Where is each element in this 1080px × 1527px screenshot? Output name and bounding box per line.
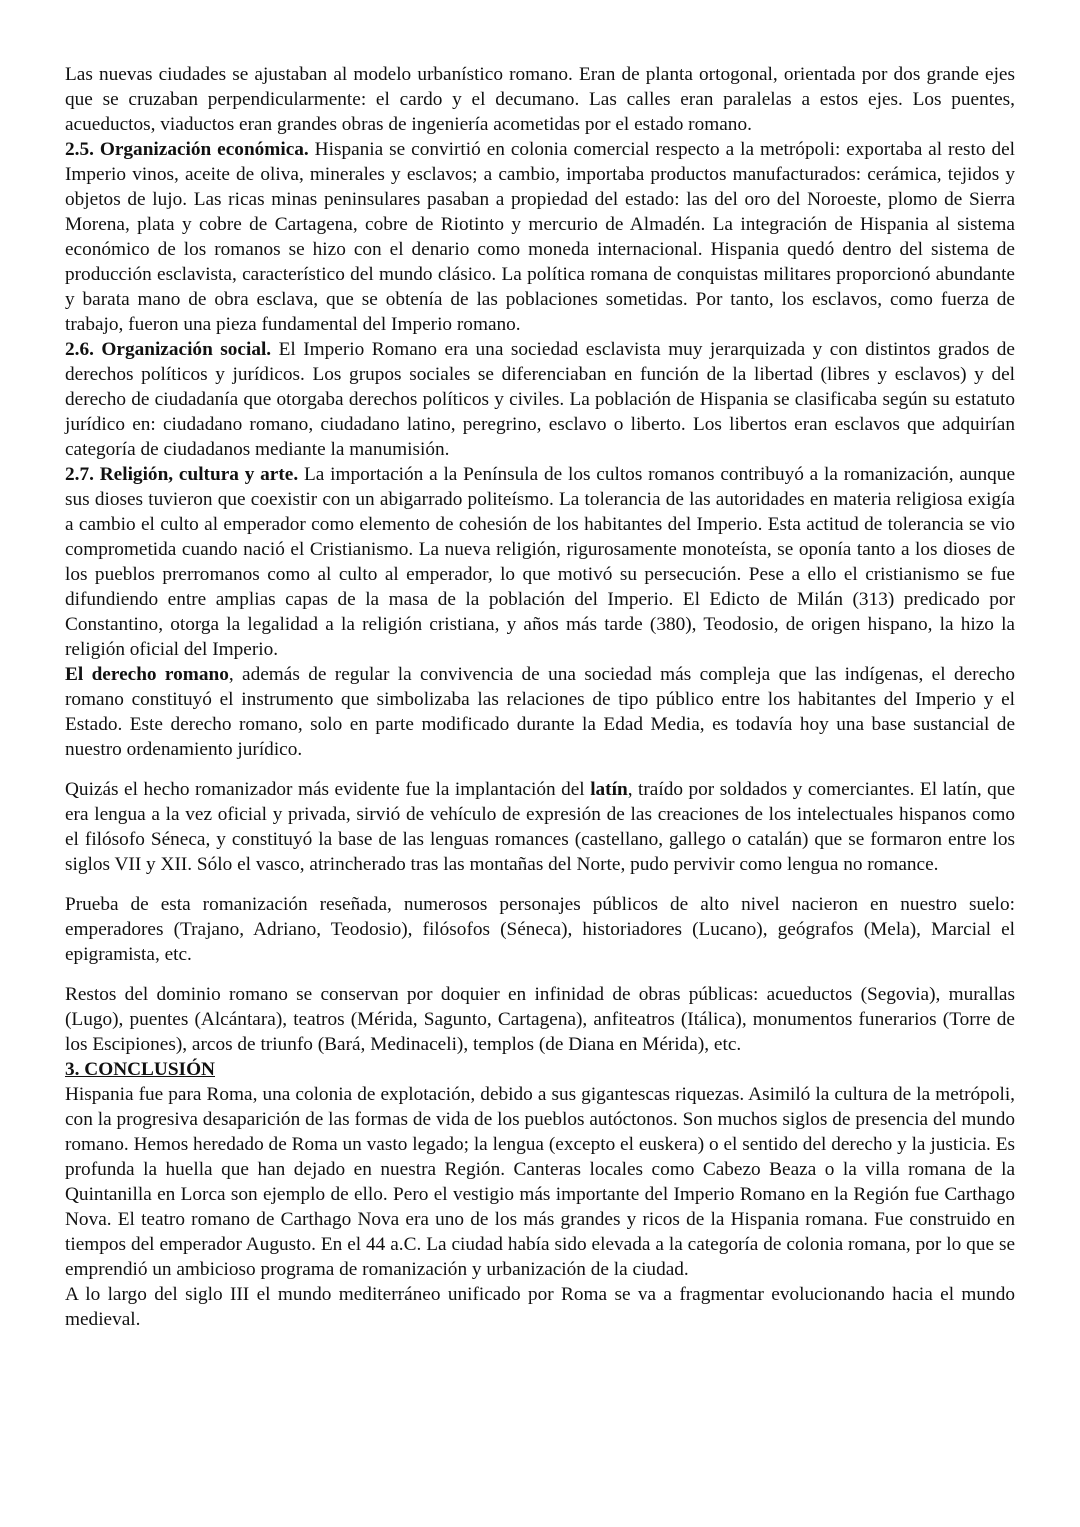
section-2-5-title: 2.5. Organización económica. xyxy=(65,139,309,160)
document-page xyxy=(65,62,1015,1332)
paragraph-prueba: Prueba de esta romanización reseñada, numerosos personajes públicos de alto nivel nacieron en nuestro suelo: emperadores (Trajano, Adriano, Teodosio), filósofos (Séneca), historiadores (Lucano), geógrafos (Mela), Marcial el epigramista, etc. xyxy=(65,894,1015,965)
paragraph-conclusion: Hispania fue para Roma, una colonia de explotación, debido a sus gigantescas riquezas. Asimiló la cultura de la metrópoli, con la progresiva desaparición de las formas de vida de los pueblos autóctonos. Son muchos siglos de presencia del mundo romano. Hemos heredado de Roma un vasto legado; la lengua (excepto el euskera) o el sentido del derecho y la justicia. Es profunda la huella que han dejado en nuestra Región. Canteras locales como Cabezo Beaza o la villa romana de la Quintanilla en Lorca son ejemplo de ello. Pero el vestigio más importante del Imperio Romano en la Región fue Carthago Nova. El teatro romano de Carthago Nova era uno de los más grandes y ricos de la Hispania romana. Fue construido en tiempos del emperador Augusto. En el 44 a.C. La ciudad había sido elevada a la categoría de colonia romana, por lo que se emprendió un ambicioso programa de romanización y urbanización de la ciudad. xyxy=(65,1084,1015,1280)
section-2-5-text: Hispania se convirtió en colonia comercial respecto a la metrópoli: exportaba al resto del Imperio vinos, aceite de oliva, minerales y esclavos; a cambio, importaba productos manufacturados: cerámica, tejidos y objetos de lujo. Las ricas minas peninsulares pasaban a propiedad del estado: las del oro del Noroeste, plomo de Sierra Morena, plata y cobre de Cartagena, cobre de Riotinto y mercurio de Almadén. La integración de Hispania al sistema económico de los romanos se hizo con el denario como moneda internacional. Hispania quedó dentro del sistema de producción esclavista, característico del mundo clásico. La política romana de conquistas militares proporcionó abundante y barata mano de obra esclava, que se obtenía de las poblaciones sometidas. Por tanto, los esclavos, como fuerza de trabajo, fueron una pieza fundamental del Imperio romano. xyxy=(65,139,1016,335)
latin-bold: latín xyxy=(590,779,628,800)
paragraph-final: A lo largo del siglo III el mundo mediterráneo unificado por Roma se va a fragmentar evolucionando hacia el mundo medieval. xyxy=(65,1284,1015,1330)
derecho-text: , además de regular la convivencia de una sociedad más compleja que las indígenas, el derecho romano constituyó el instrumento que simbolizaba las relaciones de tipo público entre los habitantes del Imperio y el Estado. Este derecho romano, solo en parte modificado durante la Edad Media, es todavía hoy una base sustancial de nuestro ordenamiento jurídico. xyxy=(65,664,1015,760)
derecho-title: El derecho romano xyxy=(65,664,229,685)
section-2-7-text: La importación a la Península de los cultos romanos contribuyó a la romanización, aunque sus dioses tuvieron que coexistir con un abigarrado politeísmo. La tolerancia de las autoridades en materia religiosa exigía a cambio el culto al emperador como elemento de cohesión de los habitantes del Imperio. Esta actitud de tolerancia se vio comprometida cuando nació el Cristianismo. La nueva religión, rigurosamente monoteísta, se oponía tanto a los dioses de los pueblos prerromanos como al culto al emperador, lo que motivó su persecución. Pese a ello el cristianismo se fue difundiendo entre amplias capas de la masa de la población del Imperio. El Edicto de Milán (313) predicado por Constantino, otorga la legalidad a la religión cristiana, y años más tarde (380), Teodosio, de origen hispano, la hizo la religión oficial del Imperio. xyxy=(65,464,1016,660)
section-2-6-text: El Imperio Romano era una sociedad esclavista muy jerarquizada y con distintos grados de derechos políticos y jurídicos. Los grupos sociales se diferenciaban en función de la libertad (libres y esclavos) y del derecho de ciudadanía que otorgaba derechos políticos y civiles. La población de Hispania se clasificaba según su estatuto jurídico en: ciudadano romano, ciudadano latino, peregrino, esclavo o liberto. Los libertos eran esclavos que adquirían categoría de ciudadanos mediante la manumisión. xyxy=(65,339,1015,460)
section-2-5 xyxy=(65,137,1015,337)
latin-text-pre: Quizás el hecho romanizador más evidente fue la implantación del xyxy=(65,779,591,800)
paragraph-latin xyxy=(65,777,1015,877)
latin-text-post: , traído por soldados y comerciantes. El latín, que era lengua a la vez oficial y privada, sirvió de vehículo de expresión de las creaciones de los intelectuales hispanos como el filósofo Séneca, y constituyó la base de las lenguas romances (castellano, gallego o catalán) que se formaron entre los siglos VII y XII. Sólo el vasco, atrincherado tras las montañas del Norte, pudo pervivir como lengua no romance. xyxy=(65,779,1016,875)
conclusion-heading: 3. CONCLUSIÓN xyxy=(65,1059,215,1080)
paragraph-urbanismo: Las nuevas ciudades se ajustaban al modelo urbanístico romano. Eran de planta ortogonal, orientada por dos grande ejes que se cruzaban perpendicularmente: el cardo y el decumano. Las calles eran paralelas a estos ejes. Los puentes, acueductos, viaductos eran grandes obras de ingeniería acometidas por el estado romano. xyxy=(65,64,1015,135)
section-2-7-title: 2.7. Religión, cultura y arte. xyxy=(65,464,299,485)
paragraph-derecho xyxy=(65,662,1015,762)
section-2-6-title: 2.6. Organización social. xyxy=(65,339,272,360)
paragraph-restos: Restos del dominio romano se conservan por doquier en infinidad de obras públicas: acueductos (Segovia), murallas (Lugo), puentes (Alcántara), teatros (Mérida, Sagunto, Cartagena), anfiteatros (Itálica), monumentos funerarios (Torre de los Escipiones), arcos de triunfo (Bará, Medinaceli), templos (de Diana en Mérida), etc. xyxy=(65,984,1015,1055)
section-2-7 xyxy=(65,462,1015,662)
section-2-6 xyxy=(65,337,1015,462)
